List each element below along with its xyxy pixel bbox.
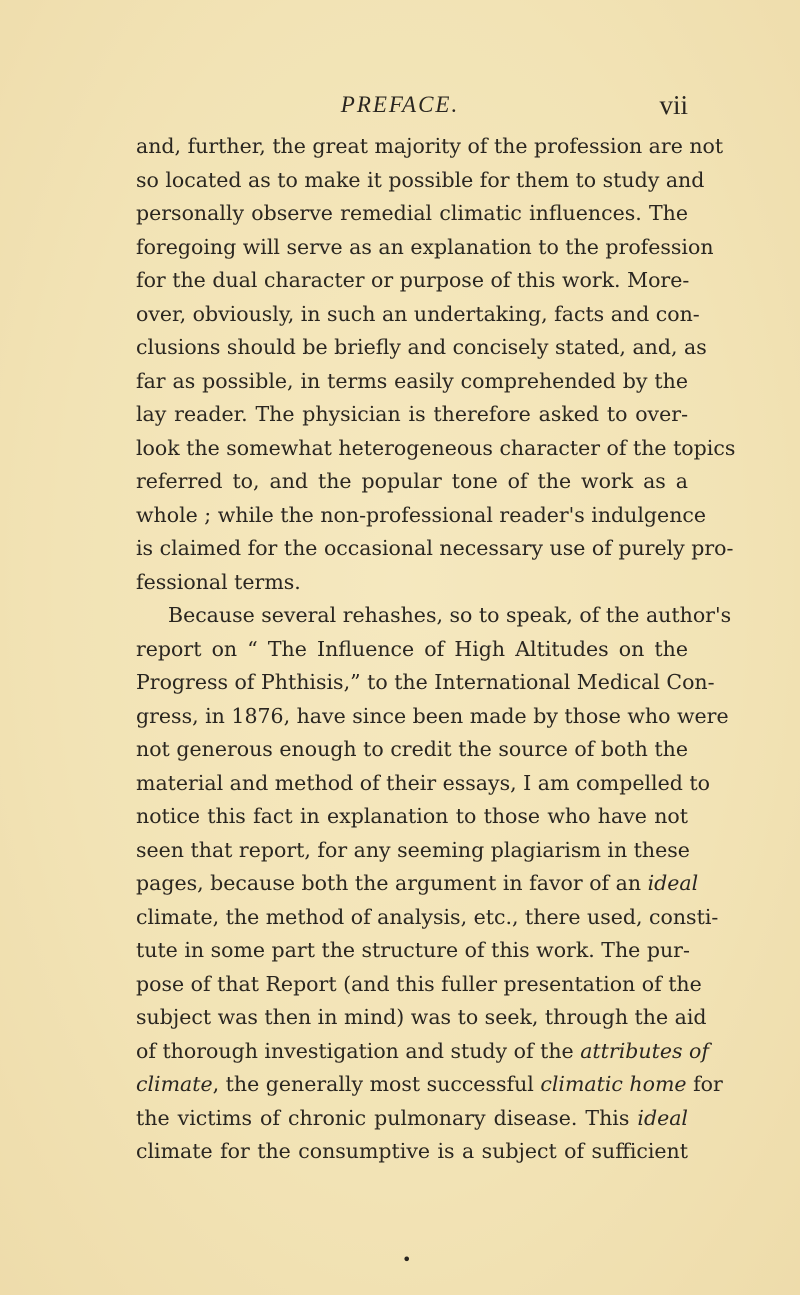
text-segment: pages, because both the argument in favor of an (136, 871, 642, 895)
text-line: whole ; while the non-professional reader's indulgence (136, 502, 707, 527)
text-line: for the dual character or purpose of this work. More- (136, 268, 690, 292)
text-line: over, obviously, in such an undertaking, facts and con- (136, 301, 700, 326)
text-line (136, 1035, 709, 1069)
text-line: personally observe remedial climatic influences. The (136, 201, 688, 225)
italic-term: attributes of (580, 1038, 709, 1063)
text-line: subject was then in mind) was to seek, through the aid (136, 1005, 707, 1029)
text-segment: , the generally most successful (212, 1072, 534, 1096)
text-line: material and method of their essays, I am compelled to (136, 770, 710, 795)
text-line: notice this fact in explanation to those who have not (136, 804, 688, 828)
body-text (136, 130, 736, 1169)
text-line: referred to, and the popular tone of the work as a (136, 469, 688, 493)
text-line: so located as to make it possible for them to study and (136, 167, 705, 192)
text-line: pose of that Report (and this fuller presentation of the (136, 971, 702, 996)
text-segment: the victims of chronic pulmonary disease. This (136, 1105, 630, 1130)
text-line: report on “ The Influence of High Altitudes on the (136, 636, 688, 661)
printer-mark: • (402, 1250, 412, 1269)
text-line: climate for the consumptive is a subject of sufficient (136, 1139, 688, 1163)
text-line: climate, the method of analysis, etc., there used, consti- (136, 904, 719, 929)
text-line: far as possible, in terms easily comprehended by the (136, 368, 688, 393)
text-line: seen that report, for any seeming plagiarism in these (136, 837, 690, 862)
text-line: not generous enough to credit the source of both the (136, 737, 688, 761)
text-segment: of thorough investigation and study of the (136, 1038, 574, 1063)
text-line (136, 1068, 723, 1102)
italic-term: ideal (647, 871, 699, 895)
italic-term: climate (136, 1072, 213, 1096)
paragraph-start-line: Because several rehashes, so to speak, of the author's (168, 603, 732, 627)
text-line: lay reader. The physician is therefore asked to over- (136, 402, 688, 426)
text-line (136, 867, 699, 901)
text-line: clusions should be briefly and concisely stated, and, as (136, 335, 707, 359)
text-line (136, 1102, 688, 1136)
text-line: foregoing will serve as an explanation to the profession (136, 234, 714, 259)
text-line: Progress of Phthisis,” to the International Medical Con- (136, 670, 715, 694)
text-line: fessional terms. (136, 569, 301, 594)
italic-term: ideal (637, 1105, 688, 1130)
text-line: look the somewhat heterogeneous character of the topics (136, 435, 736, 460)
text-line: and, further, the great majority of the profession are not (136, 134, 724, 158)
page-number: vii (659, 90, 688, 120)
italic-term: climatic home (540, 1072, 687, 1096)
text-segment: for (693, 1072, 723, 1096)
text-line: is claimed for the occasional necessary use of purely pro- (136, 536, 734, 560)
running-head (0, 86, 800, 120)
running-title: PREFACE. (340, 92, 460, 117)
text-line: gress, in 1876, have since been made by those who were (136, 703, 729, 728)
text-line: tute in some part the structure of this work. The pur- (136, 938, 690, 962)
